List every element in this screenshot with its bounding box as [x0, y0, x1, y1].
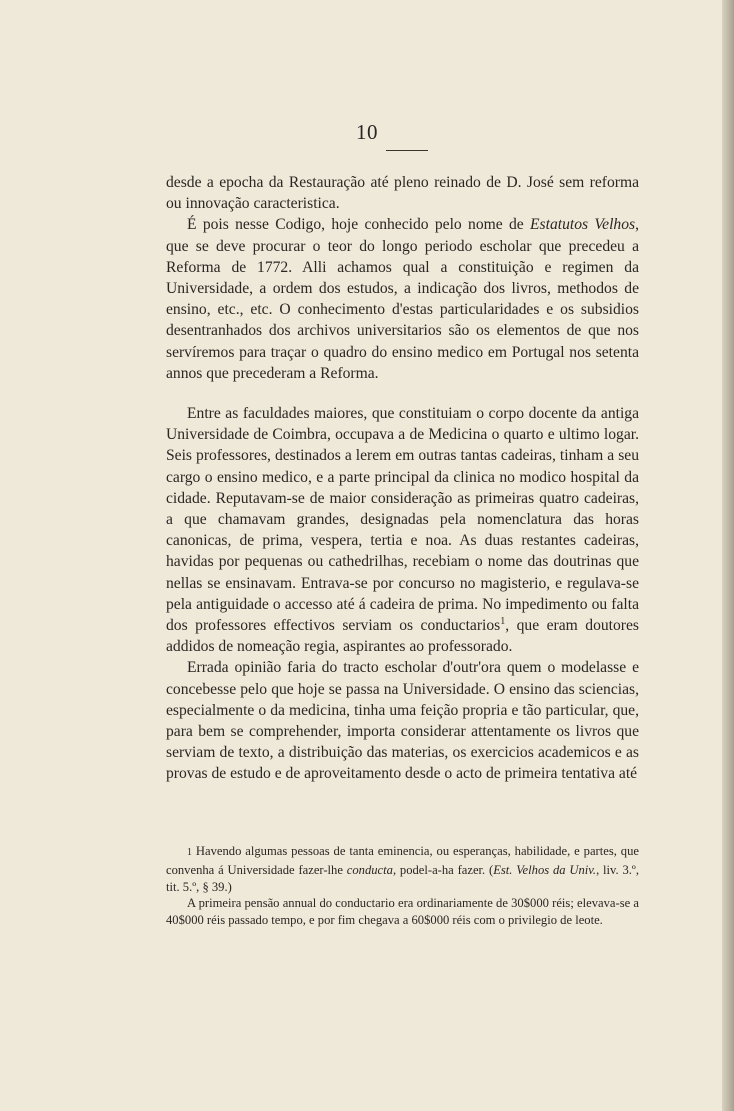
paragraph-2-start: É pois nesse Codigo, hoje conhecido pelo nome de — [187, 216, 531, 234]
paragraph-1: desde a epocha da Restauração até pleno reinado de D. José sem reforma ou innovação caracteristica. — [166, 174, 639, 213]
footnote-1-text: Havendo algumas pessoas de tanta eminencia, ou esperanças, habilidade, e partes, que convenha á Universidade fazer-lhe — [166, 844, 639, 877]
page-edge — [722, 0, 734, 1111]
main-text — [166, 172, 639, 785]
paragraph-2-rest: , que se deve procurar o teor do longo periodo escholar que precedeu a Reforma de 1772. Alli achamos qual a constituição e regimen da Universidade, a ordem dos estudos, a indicação dos livros, methodos de ensino, etc., etc. O conhecimento d'estas particularidades e os subsidios desentranhados dos archivos universitarios são os elementos de que nos servíremos para traçar o quadro do ensino medico em Portugal nos setenta annos que precederam a Reforma. — [166, 216, 639, 382]
footnote-2: A primeira pensão annual do conductario era ordinariamente de 30$000 réis; elevava-se a 40$000 réis passado tempo, e por fim chegava a 60$000 réis com o privilegio de leote. — [166, 896, 639, 928]
paragraph-2 — [166, 214, 639, 384]
footnote-1 — [166, 843, 639, 895]
italic-title: Estatutos Velhos — [530, 216, 636, 234]
page-number: 10 — [356, 120, 378, 144]
page-number-rule — [386, 150, 428, 151]
footnotes — [166, 843, 639, 929]
paragraph-3 — [166, 403, 639, 657]
footnote-1-text-2: , podel-a-ha fazer. ( — [392, 862, 494, 877]
footnote-1-text-3: , liv. 3.º, tit. 5.º, § 39.) — [166, 862, 639, 894]
footnote-1-italic: conducta — [346, 862, 393, 877]
footnote-1-citation: Est. Velhos da Univ. — [493, 862, 597, 877]
footnote-1-mark: 1 — [187, 847, 192, 858]
paragraph-3-tail: , que eram doutores addidos de nomeação regia, aspirantes ao professorado. — [166, 617, 639, 656]
paragraph-3-body: Entre as faculdades maiores, que constituiam o corpo docente da antiga Universidade de Coimbra, occupava a de Medicina o quarto e ultimo logar. Seis professores, destinados a lerem em outras tantas cadeiras, tinham a seu cargo o ensino medico, e a parte principal da clinica no modico hospital da cidade. Reputavam-se de maior consideração as primeiras quatro cadeiras, a que chamavam grandes, designadas pela nomenclatura das horas canonicas, de prima, vespera, tertia e noa. As duas restantes cadeiras, havidas por pequenas ou cathedrilhas, recebiam o nome das doutrinas que nellas se ensinavam. Entrava-se por concurso no magisterio, e regulava-se pela antiguidade o accesso até á cadeira de prima. No impedimento ou falta dos professores effectivos serviam os conductarios — [166, 405, 639, 635]
footnote-reference: 1 — [500, 615, 506, 627]
paragraph-4: Errada opinião faria do tracto escholar d'outr'ora quem o modelasse e concebesse pelo que hoje se passa na Universidade. O ensino das sciencias, especialmente o da medicina, tinha uma feição propria e tão particular, que, para bem se comprehender, importa considerar attentamente os livros que serviam de texto, a distribuição das materias, os exercicios academicos e as provas de estudo e de aproveitamento desde o acto de primeira tentativa até — [166, 659, 639, 783]
